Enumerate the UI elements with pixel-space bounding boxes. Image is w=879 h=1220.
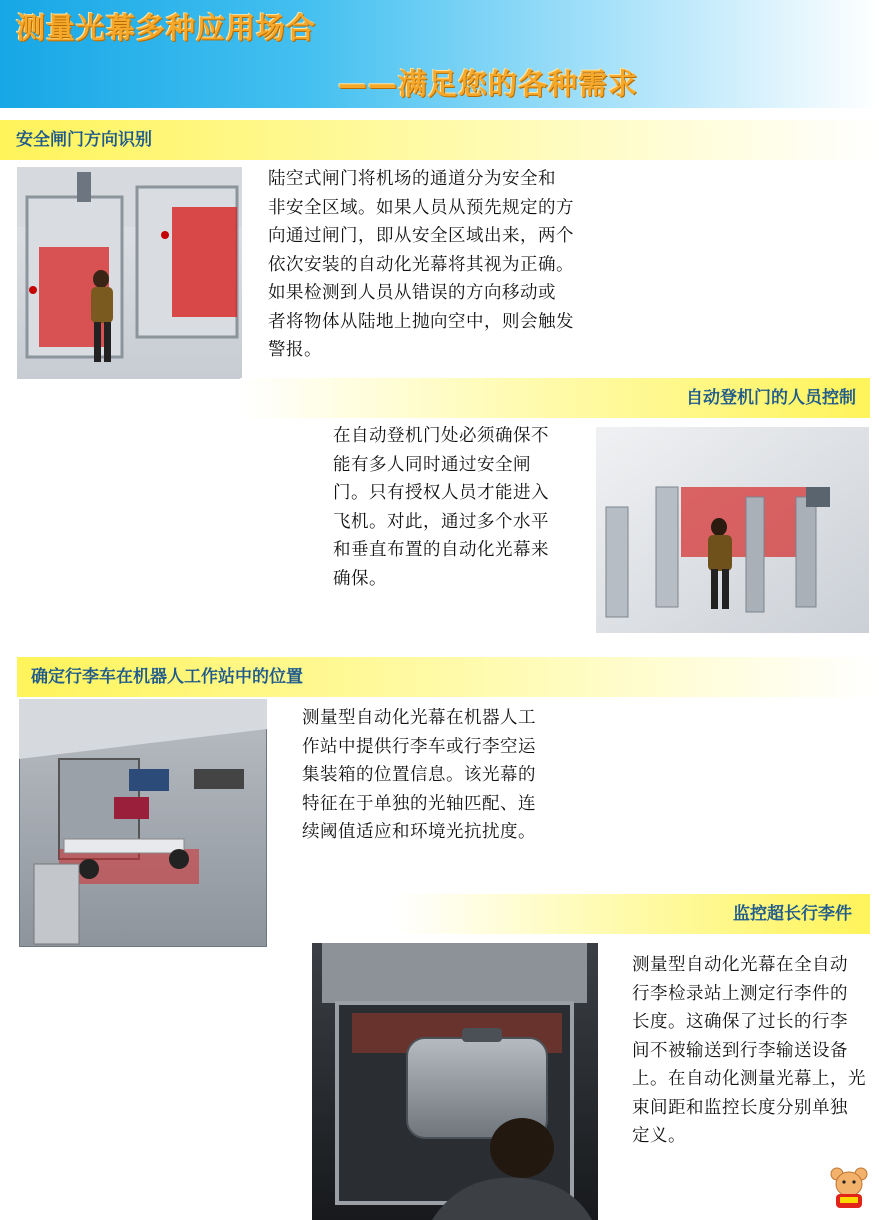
section-text-boarding-gate: 在自动登机门处必须确保不 能有多人同时通过安全闸 门。只有授权人员才能进入 飞机。对此，通过多个水平 和垂直布置的自动化光幕来 确保。 [333,426,549,589]
section-heading-oversize-baggage: 监控超长行李件 [733,904,852,924]
page-title: 测量光幕多种应用场合 [16,11,317,45]
page-header [0,0,879,108]
boarding-gate-photo [596,427,869,633]
section-text-security-gate: 陆空式闸门将机场的通道分为安全和 非安全区域。如果人员从预先规定的方 向通过闸门，即从安全区域出来，两个 依次安装的自动化光幕将其视为正确。 如果检测到人员从错误的方向移动或 者将物体从陆地上抛向空中，则会触发 警报。 [268,169,574,360]
section-heading-boarding-gate: 自动登机门的人员控制 [686,388,856,408]
section-heading-band [17,657,879,697]
section-text-baggage-cart: 测量型自动化光幕在机器人工 作站中提供行李车或行李空运 集装箱的位置信息。该光幕的 特征在于单独的光轴匹配、连 续阈值适应和环境光抗扰度。 [302,708,536,842]
page-subtitle: ——满足您的各种需求 [338,67,639,101]
section-heading-security-gate: 安全闸门方向识别 [16,130,152,150]
security-gate-photo [17,167,242,379]
section-heading-band [395,894,870,934]
section-heading-band [0,120,879,160]
section-heading-band [240,378,870,418]
section-text-oversize-baggage: 测量型自动化光幕在全自动 行李检录站上测定行李件的 长度。这确保了过长的行李 间不被输送到行李输送设备 上。在自动化测量光幕上，光 束间距和监控长度分别单独 定义。 [632,955,866,1146]
oversize-baggage-photo [312,943,598,1220]
baggage-robot-photo [19,699,267,947]
section-heading-baggage-cart: 确定行李车在机器人工作站中的位置 [31,667,303,687]
mascot-logo [828,1166,870,1210]
